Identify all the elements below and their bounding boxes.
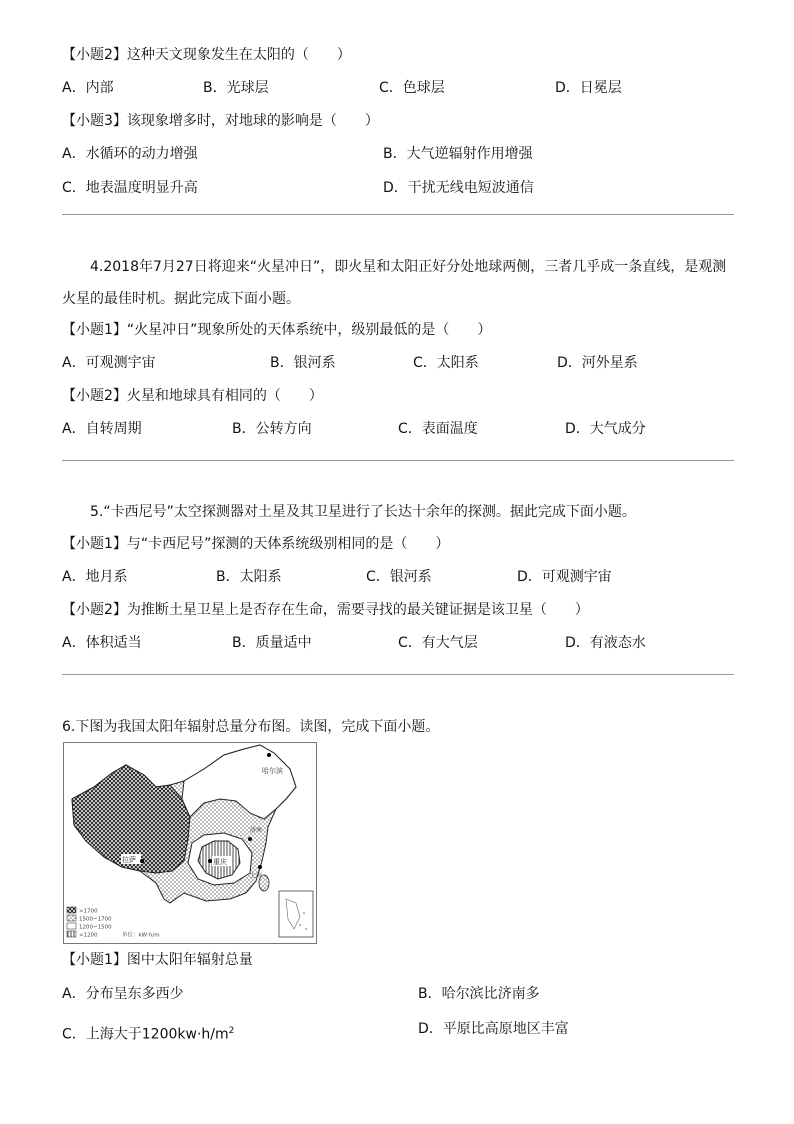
legend-item-1: >1700: [79, 908, 98, 915]
q3-sub3-option-c: C．地表温度明显升高: [62, 180, 198, 196]
q3-sub2-option-d: D．日冕层: [555, 80, 622, 96]
q4-sub2-stem: 【小题2】火星和地球具有相同的（ ）: [62, 388, 323, 404]
legend-item-4: <1200: [79, 932, 98, 939]
q5-sub1-option-d: D．可观测宇宙: [517, 569, 612, 585]
q4-sub2-option-d: D．大气成分: [565, 421, 646, 437]
q6-sub1-option-a: A．分布呈东多西少: [62, 986, 184, 1002]
section-divider: [62, 214, 734, 215]
q3-sub3-option-d: D．干扰无线电短波通信: [383, 180, 534, 196]
map-label-chongqing: 重庆: [213, 858, 227, 866]
q4-sub2-option-a: A．自转周期: [62, 421, 142, 437]
map-label-jinan: 济南: [250, 827, 263, 834]
legend-item-2: 1500~1700: [79, 916, 112, 923]
q5-sub1-option-c: C．银河系: [366, 569, 432, 585]
q4-sub2-option-b: B．公转方向: [232, 421, 312, 437]
q6-sub1-option-b: B．哈尔滨比济南多: [418, 986, 540, 1002]
q5-sub2-option-c: C．有大气层: [398, 635, 478, 651]
map-label-shanghai: 上海: [250, 872, 263, 879]
q5-sub1-option-b: B．太阳系: [216, 569, 282, 585]
map-label-lhasa: 拉萨: [122, 856, 136, 864]
q6-sub1-stem: 【小题1】图中太阳年辐射总量: [62, 952, 253, 968]
q3-sub3-stem: 【小题3】该现象增多时，对地球的影响是（ ）: [62, 113, 379, 129]
legend-unit: 单位：kW·h/m: [122, 932, 160, 939]
q5-sub2-option-a: A．体积适当: [62, 635, 142, 651]
q4-sub1-option-d: D．河外星系: [557, 355, 638, 371]
china-solar-radiation-map: [63, 742, 317, 944]
q4-sub1-stem: 【小题1】“火星冲日”现象所处的天体系统中，级别最低的是（ ）: [62, 322, 492, 338]
q6-sub1-option-d: D．平原比高原地区丰富: [418, 1021, 569, 1037]
q6-sub1-option-c-superscript: 2: [228, 1026, 235, 1036]
q5-sub1-stem: 【小题1】与“卡西尼号”探测的天体系统级别相同的是（ ）: [62, 536, 450, 552]
q5-sub2-stem: 【小题2】为推断土星卫星上是否存在生命，需要寻找的最关键证据是该卫星（ ）: [62, 602, 589, 618]
q3-sub2-option-a: A．内部: [62, 80, 114, 96]
section-divider: [62, 460, 734, 461]
q3-sub2-option-b: B．光球层: [203, 80, 269, 96]
section-divider: [62, 674, 734, 675]
q5-sub2-option-d: D．有液态水: [565, 635, 646, 651]
q4-intro-line1: 4.2018年7月27日将迎来“火星冲日”，即火星和太阳正好分处地球两侧，三者几乎成一条直线，是观测: [90, 259, 727, 275]
q6-sub1-option-c: [62, 1021, 234, 1045]
q6-sub1-option-c-text: C．上海大于1200kw·h/m: [62, 1026, 229, 1043]
q3-sub3-option-a: A．水循环的动力增强: [62, 146, 198, 162]
q4-sub1-option-b: B．银河系: [270, 355, 336, 371]
q3-sub3-option-b: B．大气逆辐射作用增强: [383, 146, 533, 162]
legend-item-3: 1200~1500: [79, 924, 112, 931]
q5-intro: 5.“卡西尼号”太空探测器对土星及其卫星进行了长达十余年的探测。据此完成下面小题。: [90, 504, 636, 520]
q4-sub2-option-c: C．表面温度: [398, 421, 478, 437]
q3-sub2-option-c: C．色球层: [379, 80, 445, 96]
q4-sub1-option-c: C．太阳系: [413, 355, 479, 371]
q4-intro-line2: 火星的最佳时机。据此完成下面小题。: [62, 291, 300, 307]
map-label-harbin: 哈尔滨: [262, 767, 283, 775]
q3-sub2-stem: 【小题2】这种天文现象发生在太阳的（ ）: [62, 47, 351, 63]
q5-sub2-option-b: B．质量适中: [232, 635, 312, 651]
q4-sub1-option-a: A．可观测宇宙: [62, 355, 156, 371]
q6-intro: 6.下图为我国太阳年辐射总量分布图。读图，完成下面小题。: [62, 719, 440, 735]
q5-sub1-option-a: A．地月系: [62, 569, 128, 585]
